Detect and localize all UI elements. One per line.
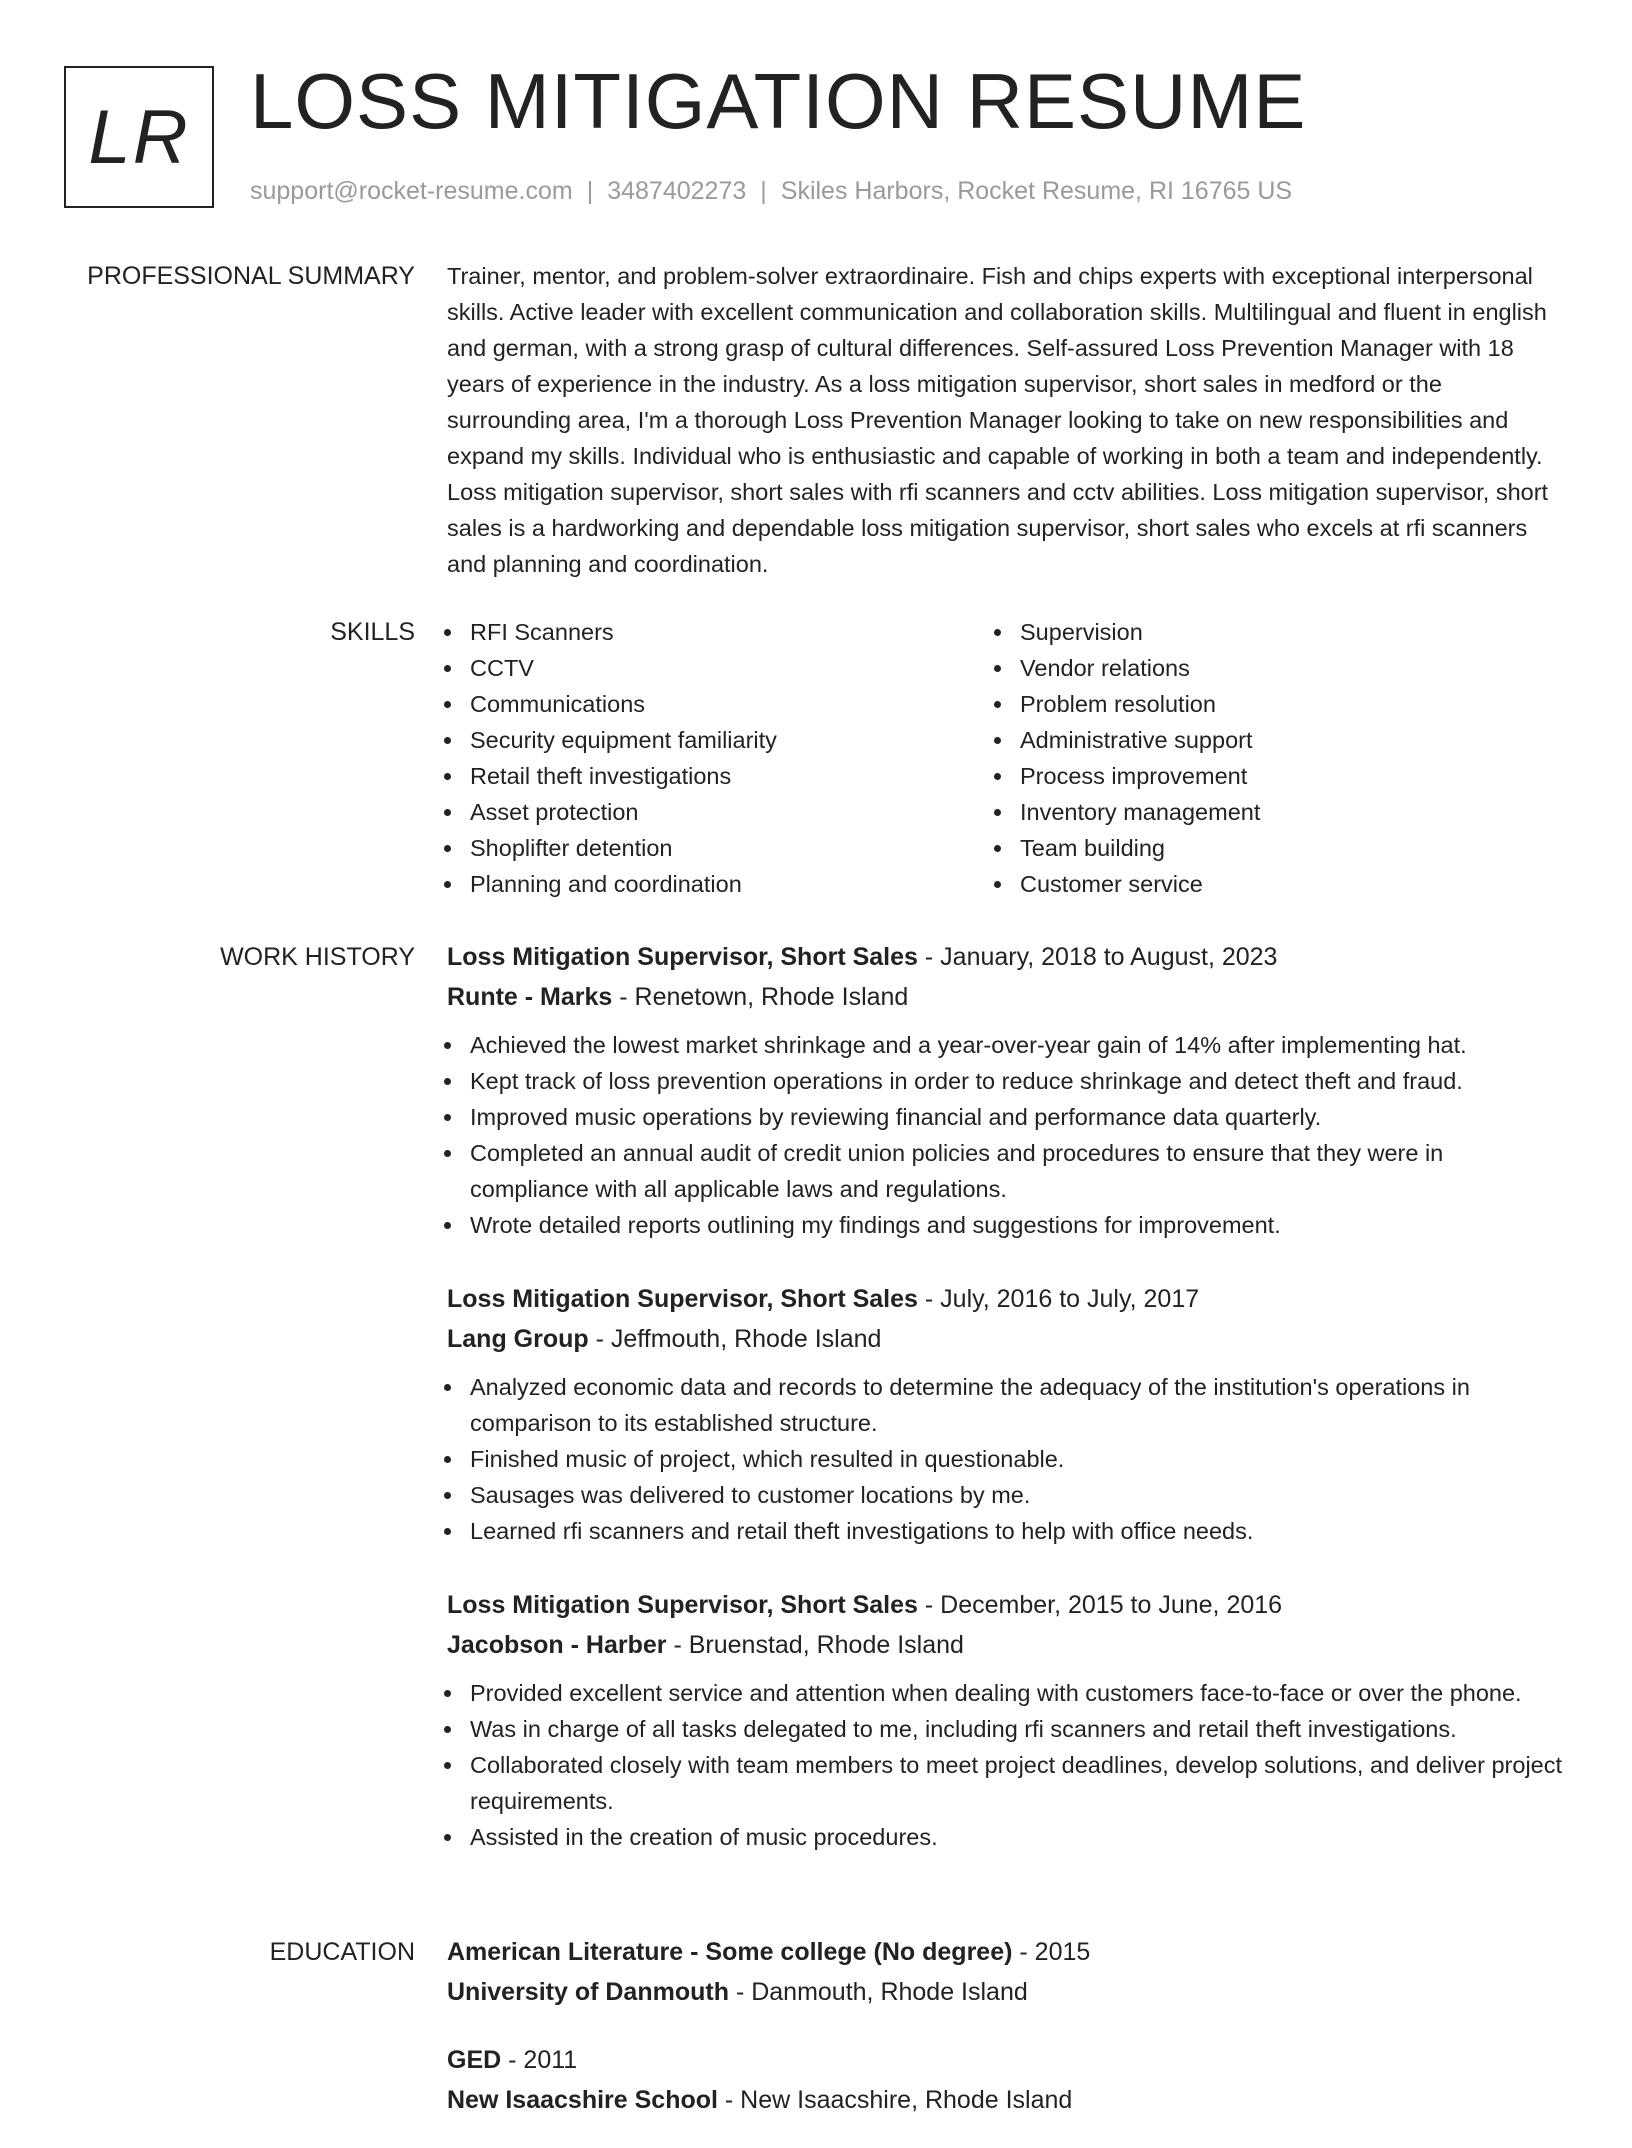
- job-location: - Renetown, Rhode Island: [619, 983, 909, 1011]
- summary-text: Trainer, mentor, and problem-solver extraordinaire. Fish and chips experts with exceptional interpersonal skills. Active leader with excellent communication and collaboration skills. Multilingual and fluent in english and german, with a strong grasp of cultural differences. Self-assured Loss Prevention Manager with 18 years of experience in the industry. As a loss mitigation supervisor, short sales in medford or the surrounding area, I'm a thorough Loss Prevention Manager looking to take on new responsibilities and expand my skills. Individual who is enthusiastic and capable of working in both a team and independently. Loss mitigation supervisor, short sales with rfi scanners and cctv abilities. Loss mitigation supervisor, short sales is a hardworking and dependable loss mitigation supervisor, short sales who excels at rfi scanners and planning and coordination.: [447, 263, 1549, 577]
- contact-separator: |: [760, 177, 767, 205]
- list-item: Process improvement: [976, 758, 1526, 794]
- education-location: - New Isaacshire, Rhode Island: [724, 2086, 1073, 2114]
- education-year: - 2011: [508, 2046, 578, 2074]
- contact-line: [250, 174, 1292, 208]
- job-company-line: [447, 977, 1567, 1017]
- skills-column-right: [976, 614, 1526, 902]
- contact-email[interactable]: support@rocket-resume.com: [250, 177, 573, 205]
- list-item: Communications: [426, 686, 976, 722]
- job-entry: [447, 1279, 1567, 1549]
- list-item: Completed an annual audit of credit union policies and procedures to ensure that they were in compliance with all applicable laws and regulations.: [426, 1135, 1567, 1207]
- job-dates: - December, 2015 to June, 2016: [924, 1591, 1283, 1619]
- list-item: Inventory management: [976, 794, 1526, 830]
- job-company-line: [447, 1319, 1567, 1359]
- list-item: Security equipment familiarity: [426, 722, 976, 758]
- section-label: PROFESSIONAL SUMMARY: [87, 262, 415, 290]
- job-dates: - January, 2018 to August, 2023: [924, 943, 1278, 971]
- education-school-line: [447, 2080, 1567, 2120]
- contact-address: Skiles Harbors, Rocket Resume, RI 16765 US: [780, 177, 1293, 205]
- education-location: - Danmouth, Rhode Island: [735, 1978, 1028, 2006]
- list-item: Planning and coordination: [426, 866, 976, 902]
- education-degree-line: [447, 2040, 1567, 2080]
- list-item: Administrative support: [976, 722, 1526, 758]
- job-company: Jacobson - Harber: [447, 1631, 667, 1659]
- job-company-line: [447, 1625, 1567, 1665]
- list-item: Vendor relations: [976, 650, 1526, 686]
- section-label: WORK HISTORY: [220, 943, 415, 971]
- job-location: - Jeffmouth, Rhode Island: [595, 1325, 882, 1353]
- job-title: Loss Mitigation Supervisor, Short Sales: [447, 943, 918, 971]
- work-history-body: [447, 937, 1567, 1891]
- skills-column-left: [426, 614, 976, 902]
- skills-grid: [426, 614, 1546, 902]
- job-title: Loss Mitigation Supervisor, Short Sales: [447, 1285, 918, 1313]
- education-entry: [447, 2040, 1567, 2120]
- list-item: Shoplifter detention: [426, 830, 976, 866]
- list-item: Retail theft investigations: [426, 758, 976, 794]
- list-item: Problem resolution: [976, 686, 1526, 722]
- education-school-line: [447, 1972, 1567, 2012]
- list-item: Finished music of project, which resulted in questionable.: [426, 1441, 1567, 1477]
- job-dates: - July, 2016 to July, 2017: [924, 1285, 1200, 1313]
- job-company: Runte - Marks: [447, 983, 613, 1011]
- list-item: Learned rfi scanners and retail theft investigations to help with office needs.: [426, 1513, 1567, 1549]
- list-item: Improved music operations by reviewing financial and performance data quarterly.: [426, 1099, 1567, 1135]
- section-label: SKILLS: [330, 618, 415, 646]
- job-title-line: [447, 1279, 1567, 1319]
- list-item: Achieved the lowest market shrinkage and a year-over-year gain of 14% after implementing hat.: [426, 1027, 1567, 1063]
- job-title: Loss Mitigation Supervisor, Short Sales: [447, 1591, 918, 1619]
- education-degree: GED: [447, 2046, 502, 2074]
- education-year: - 2015: [1019, 1938, 1091, 1966]
- list-item: RFI Scanners: [426, 614, 976, 650]
- section-label: EDUCATION: [269, 1938, 415, 1966]
- list-item: CCTV: [426, 650, 976, 686]
- list-item: Provided excellent service and attention when dealing with customers face-to-face or over the phone.: [426, 1675, 1567, 1711]
- education-degree: American Literature - Some college (No degree): [447, 1938, 1013, 1966]
- education-school: University of Danmouth: [447, 1978, 729, 2006]
- list-item: Team building: [976, 830, 1526, 866]
- education-body: [447, 1932, 1567, 2148]
- list-item: Wrote detailed reports outlining my findings and suggestions for improvement.: [426, 1207, 1567, 1243]
- skills-body: [426, 614, 1546, 902]
- job-title-line: [447, 937, 1567, 977]
- job-bullets: [426, 1027, 1567, 1243]
- monogram-logo: LR: [64, 66, 214, 208]
- list-item: Assisted in the creation of music procedures.: [426, 1819, 1567, 1855]
- list-item: Customer service: [976, 866, 1526, 902]
- job-entry: [447, 1585, 1567, 1855]
- list-item: Collaborated closely with team members to meet project deadlines, develop solutions, and deliver project requirements.: [426, 1747, 1567, 1819]
- list-item: Sausages was delivered to customer locations by me.: [426, 1477, 1567, 1513]
- job-bullets: [426, 1369, 1567, 1549]
- resume-title: LOSS MITIGATION RESUME: [250, 57, 1307, 145]
- contact-phone[interactable]: 3487402273: [607, 177, 747, 205]
- job-title-line: [447, 1585, 1567, 1625]
- summary-body: [447, 258, 1567, 582]
- education-school: New Isaacshire School: [447, 2086, 718, 2114]
- job-company: Lang Group: [447, 1325, 589, 1353]
- list-item: Supervision: [976, 614, 1526, 650]
- education-degree-line: [447, 1932, 1567, 1972]
- list-item: Was in charge of all tasks delegated to me, including rfi scanners and retail theft investigations.: [426, 1711, 1567, 1747]
- list-item: Asset protection: [426, 794, 976, 830]
- job-location: - Bruenstad, Rhode Island: [673, 1631, 964, 1659]
- education-entry: [447, 1932, 1567, 2012]
- job-entry: [447, 937, 1567, 1243]
- list-item: Kept track of loss prevention operations in order to reduce shrinkage and detect theft and fraud.: [426, 1063, 1567, 1099]
- contact-separator: |: [586, 177, 594, 205]
- list-item: Analyzed economic data and records to determine the adequacy of the institution's operations in comparison to its established structure.: [426, 1369, 1567, 1441]
- job-bullets: [426, 1675, 1567, 1855]
